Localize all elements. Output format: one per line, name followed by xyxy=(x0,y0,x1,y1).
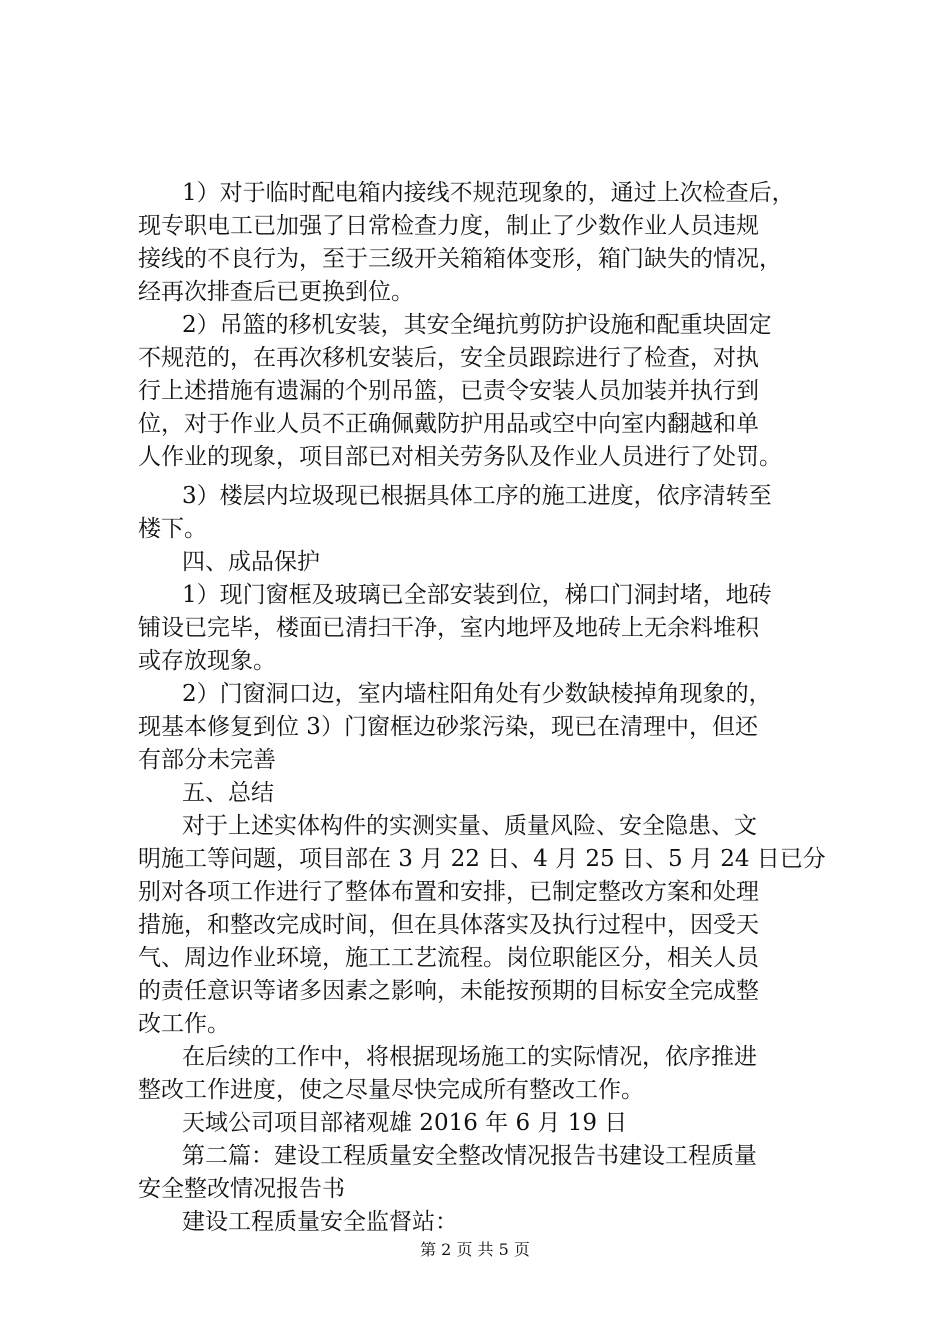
paragraph-line: 2）门窗洞口边，室内墙柱阳角处有少数缺棱掉角现象的， xyxy=(182,681,772,707)
paragraph-line: 人作业的现象，项目部已对相关劳务队及作业人员进行了处罚。 xyxy=(138,444,782,470)
paragraph-line: 在后续的工作中，将根据现场施工的实际情况，依序推进 xyxy=(182,1044,757,1070)
paragraph-line: 整改工作进度，使之尽量尽快完成所有整改工作。 xyxy=(138,1077,644,1103)
chapter-heading: 第二篇：建设工程质量安全整改情况报告书建设工程质量 xyxy=(182,1143,757,1169)
paragraph-line: 或存放现象。 xyxy=(138,648,276,674)
paragraph-line: 措施，和整改完成时间，但在具体落实及执行过程中，因受天 xyxy=(138,912,759,938)
salutation-line: 建设工程质量安全监督站： xyxy=(182,1209,458,1235)
paragraph-line: 铺设已完毕，楼面已清扫干净，室内地坪及地砖上无余料堆积 xyxy=(138,615,759,641)
paragraph-line: 行上述措施有遗漏的个别吊篮，已责令安装人员加装并执行到 xyxy=(138,378,759,404)
signature-line: 天域公司项目部褚观雄 2016 年 6 月 19 日 xyxy=(182,1110,628,1136)
page-footer: 第 2 页 共 5 页 xyxy=(420,1240,530,1259)
paragraph-line: 位，对于作业人员不正确佩戴防护用品或空中向室内翻越和单 xyxy=(138,411,759,437)
paragraph-line: 改工作。 xyxy=(138,1011,230,1037)
paragraph-line: 2）吊篮的移机安装，其安全绳抗剪防护设施和配重块固定 xyxy=(182,312,772,338)
chapter-heading: 安全整改情况报告书 xyxy=(138,1176,345,1202)
paragraph-line: 对于上述实体构件的实测实量、质量风险、安全隐患、文 xyxy=(182,813,757,839)
paragraph-line: 楼下。 xyxy=(138,516,207,542)
paragraph-line: 接线的不良行为，至于三级开关箱箱体变形，箱门缺失的情况， xyxy=(138,246,782,272)
paragraph-line: 的责任意识等诸多因素之影响，未能按预期的目标安全完成整 xyxy=(138,978,759,1004)
paragraph-line: 不规范的，在再次移机安装后，安全员跟踪进行了检查，对执 xyxy=(138,345,759,371)
paragraph-line: 1）对于临时配电箱内接线不规范现象的，通过上次检查后， xyxy=(182,180,795,206)
paragraph-line: 明施工等问题，项目部在 3 月 22 日、4 月 25 日、5 月 24 日已分 xyxy=(138,846,826,872)
paragraph-line: 气、周边作业环境，施工工艺流程。岗位职能区分，相关人员 xyxy=(138,945,759,971)
section-heading: 五、总结 xyxy=(182,780,274,806)
paragraph-line: 1）现门窗框及玻璃已全部安装到位，梯口门洞封堵，地砖 xyxy=(182,582,772,608)
paragraph-line: 别对各项工作进行了整体布置和安排，已制定整改方案和处理 xyxy=(138,879,759,905)
paragraph-line: 有部分未完善 xyxy=(138,747,276,773)
paragraph-line: 现专职电工已加强了日常检查力度，制止了少数作业人员违规 xyxy=(138,213,759,239)
paragraph-line: 经再次排查后已更换到位。 xyxy=(138,279,414,305)
section-heading: 四、成品保护 xyxy=(182,549,320,575)
paragraph-line: 3）楼层内垃圾现已根据具体工序的施工进度，依序清转至 xyxy=(182,483,772,509)
paragraph-line: 现基本修复到位 3）门窗框边砂浆污染，现已在清理中，但还 xyxy=(138,714,758,740)
